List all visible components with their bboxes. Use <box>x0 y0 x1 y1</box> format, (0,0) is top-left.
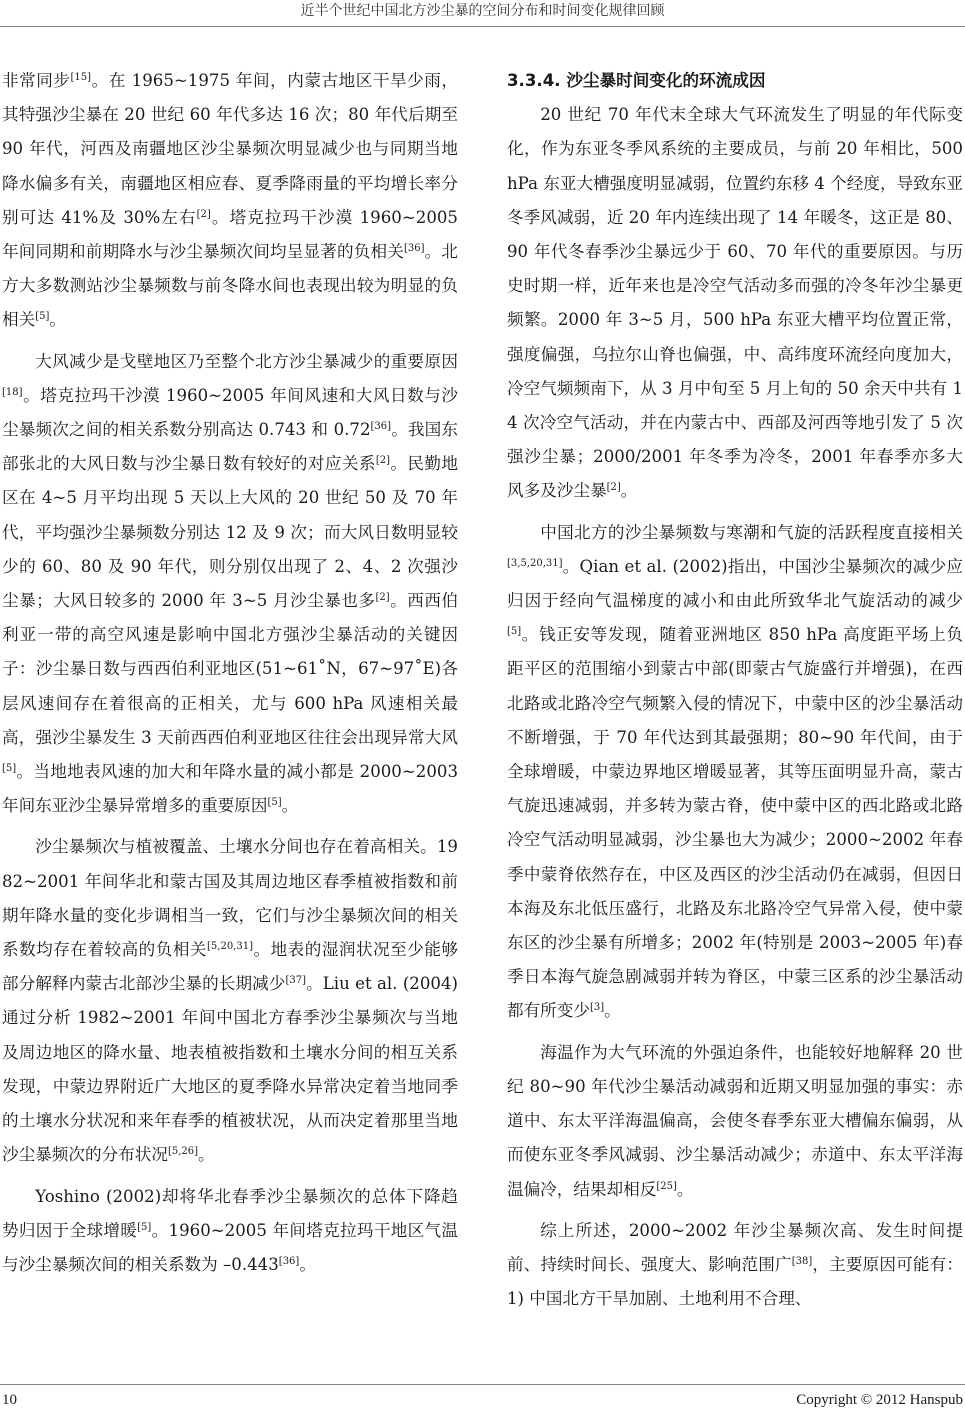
text-run: 。 <box>299 1254 316 1274</box>
paragraph <box>2 345 458 824</box>
citation-ref: [37] <box>285 975 307 987</box>
text-run: 海温作为大气环流的外强迫条件，也能较好地解释 20 世纪 80~90 年代沙尘暴活动减弱和近期又明显加强的事实：赤道中、东太平洋海温偏高，会使冬春季东亚大槽偏东偏弱，从而使东亚冬季风减弱、沙尘暴活动减少；赤道中、东太平洋海温偏冷，结果却相反 <box>507 1042 963 1199</box>
text-run: 。 <box>604 1001 621 1021</box>
text-run: ，主要原因可能有：1) 中国北方干旱加剧、土地利用不合理、 <box>507 1254 964 1309</box>
citation-ref: [25] <box>656 1180 677 1192</box>
citation-ref: [5] <box>507 626 522 638</box>
text-run: 。钱正安等发现，随着亚洲地区 850 hPa 高度距平场上负距平区的范围缩小到蒙古中部(即蒙古气旋盛行并增强)，在西北路或北路冷空气频繁入侵的情况下，中蒙中区的沙尘暴活动不断增强，于 70 年代达到其最强期；80~90 年代间，由于全球增暖，中蒙边界地区增暖显著，其等压面明显升高，蒙古气旋迅速减弱，并多转为蒙古脊，使中蒙中区的西北路或北路冷空气活动明显减弱，沙尘暴也大为减少；2000~2002 年春季中蒙脊依然存在，中区及西区的沙尘活动仍在减弱，但因日本海及东北低压盛行，北路及东北路冷空气异常入侵，使中蒙东区的沙尘暴有所增多；2002 年(特别是 2003~2005 年)春季日本海气旋急剧减弱并转为脊区，中蒙三区系的沙尘暴活动都有所变少 <box>507 625 963 1021</box>
text-run: 。我国东部张北的大风日数与沙尘暴日数有较好的对应关系 <box>2 420 458 474</box>
paragraph <box>507 98 963 508</box>
text-run: 。塔克拉玛干沙漠 1960~2005 年间风速和大风日数与沙尘暴频次之间的相关系数分别高达 0.743 和 0.72 <box>2 385 458 440</box>
text-run: 20 世纪 70 年代末全球大气环流发生了明显的年代际变化，作为东亚冬季风系统的主要成员，与前 20 年相比，500 hPa 东亚大槽强度明显减弱，位置约东移 4 个经度，导致东亚冬季风减弱，近 20 年内连续出现了 14 年暖冬，这正是 80、90 年代冬春季沙尘暴远少于 60、70 年代的重要原因。与历史时期一样，近年来也是冷空气活动多而强的冷冬年沙尘暴更频繁。2000 年 3~5 月，500 hPa 东亚大槽平均位置正常，强度偏强，乌拉尔山脊也偏强，中、高纬度环流经向度加大，冷空气频频南下，从 3 月中旬至 5 月上旬的 50 余天中共有 14 次冷空气活动，并在内蒙古中、西部及河西等地引发了 5 次强沙尘暴；2000/2001 年冬季为冷冬，2001 年春季亦多大风多及沙尘暴 <box>507 105 963 501</box>
text-run: 非常同步 <box>2 71 71 90</box>
header-rule <box>0 26 965 27</box>
running-head-title: 近半个世纪中国北方沙尘暴的空间分布和时间变化规律回顾 <box>300 3 665 19</box>
text-run: 。民勤地区在 4~5 月平均出现 5 天以上大风的 20 世纪 50 及 70 年代，平均强沙尘暴频数分别达 12 及 9 次；而大风日数明显较少的 60、80 及 90 年代，则分别仅出现了 2、4、2 次强沙尘暴；大风日较多的 2000 年 3~5 月沙尘暴也多 <box>2 454 459 611</box>
citation-ref: [2] <box>196 208 211 220</box>
citation-ref: [2] <box>375 592 390 604</box>
paragraph <box>507 1036 963 1207</box>
paragraph <box>2 830 458 1172</box>
text-run: 。 <box>676 1179 694 1199</box>
text-run: 。 <box>49 310 66 330</box>
text-run: 。北方大多数测站沙尘暴频数与前冬降水间也表现出较为明显的负相关 <box>2 242 459 330</box>
text-run: 。Liu et al. (2004)通过分析 1982~2001 年间中国北方春季沙尘暴频次与当地及周边地区的降水量、地表植被指数和土壤水分间的相互关系发现，中蒙边界附近广大地区的夏季降水异常决定着当地同季的土壤水分状况和来年春季的植被状况，从而决定着那里当地沙尘暴频次的分布状况 <box>2 974 458 1165</box>
right-column <box>507 64 963 1323</box>
footer-rule <box>0 1384 965 1385</box>
text-run: 沙尘暴频次与植被覆盖、土壤水分间也存在着高相关。1982~2001 年间华北和蒙古国及其周边地区春季植被指数和前期年降水量的变化步调相当一致，它们与沙尘暴频次间的相关系数均存在着较高的负相关 <box>2 837 458 960</box>
page-number: 10 <box>2 1392 17 1408</box>
citation-ref: [5] <box>267 797 282 809</box>
citation-ref: [36] <box>370 421 392 433</box>
citation-ref: [15] <box>70 72 92 83</box>
text-run: 。1960~2005 年间塔克拉玛干地区气温与沙尘暴频次间的相关系数为 –0.443 <box>2 1220 458 1274</box>
text-run: 。当地地表风速的加大和年降水量的减小都是 2000~2003 年间东亚沙尘暴异常增多的重要原因 <box>2 762 458 816</box>
text-run: 中国北方的沙尘暴频数与寒潮和气旋的活跃程度直接相关 <box>540 522 963 542</box>
paragraph <box>507 516 963 1029</box>
text-run: 。西西伯利亚一带的高空风速是影响中国北方强沙尘暴活动的关键因子：沙尘暴日数与西西伯利亚地区(51~61˚N，67~97˚E)各层风速间存在着很高的正相关，尤与 600 hPa 风速相关最高，强沙尘暴发生 3 天前西西伯利亚地区往往会出现异常大风 <box>2 591 458 747</box>
text-run: 。 <box>198 1145 215 1165</box>
citation-ref: [3] <box>589 1002 605 1014</box>
text-run: 。地表的湿润状况至少能够部分解释内蒙古北部沙尘暴的长期减少 <box>2 940 459 994</box>
text-run: 。在 1965~1975 年间，内蒙古地区干旱少雨，其特强沙尘暴在 20 世纪 60 年代多达 16 次；80 年代后期至 90 年代，河西及南疆地区沙尘暴频次明显减少也与同期当地降水偏多有关，南疆地区相应春、夏季降雨量的平均增长率分别可达 41%及 30%左右 <box>2 71 459 227</box>
text-run: 。 <box>281 796 299 816</box>
citation-ref: [3,5,20,31] <box>507 557 563 569</box>
paragraph <box>2 1180 458 1283</box>
citation-ref: [36] <box>403 243 425 255</box>
text-run: 大风减少是戈壁地区乃至整个北方沙尘暴减少的重要原因 <box>35 351 458 371</box>
citation-ref: [5] <box>137 1221 152 1233</box>
paragraph <box>2 64 458 338</box>
paragraph <box>507 1214 963 1317</box>
citation-ref: [38] <box>791 1255 813 1267</box>
copyright-notice: Copyright © 2012 Hanspub <box>796 1392 963 1408</box>
text-run: 。 <box>620 481 638 501</box>
citation-ref: [5] <box>2 763 17 775</box>
citation-ref: [5,26] <box>167 1146 199 1158</box>
text-run: 。Qian et al. (2002)指出，中国沙尘暴频次的减少应归因于经向气温梯度的减小和由此所致华北气旋活动的减少 <box>507 556 963 611</box>
left-column <box>2 64 458 1289</box>
citation-ref: [2] <box>606 482 621 494</box>
text-run: Yoshino (2002)却将华北春季沙尘暴频次的总体下降趋势归因于全球增暖 <box>2 1186 458 1240</box>
citation-ref: [18] <box>2 386 23 398</box>
section-heading: 3.3.4. 沙尘暴时间变化的环流成因 <box>507 71 766 90</box>
citation-ref: [2] <box>375 455 391 467</box>
citation-ref: [36] <box>278 1255 300 1267</box>
text-run: 综上所述，2000~2002 年沙尘暴频次高、发生时间提前、持续时间长、强度大、影响范围广 <box>507 1220 963 1274</box>
citation-ref: [5] <box>35 311 50 323</box>
text-run: 。塔克拉玛干沙漠 1960~2005 年间同期和前期降水与沙尘暴频次间均呈显著的负相关 <box>2 207 458 262</box>
citation-ref: [5,20,31] <box>207 941 253 953</box>
